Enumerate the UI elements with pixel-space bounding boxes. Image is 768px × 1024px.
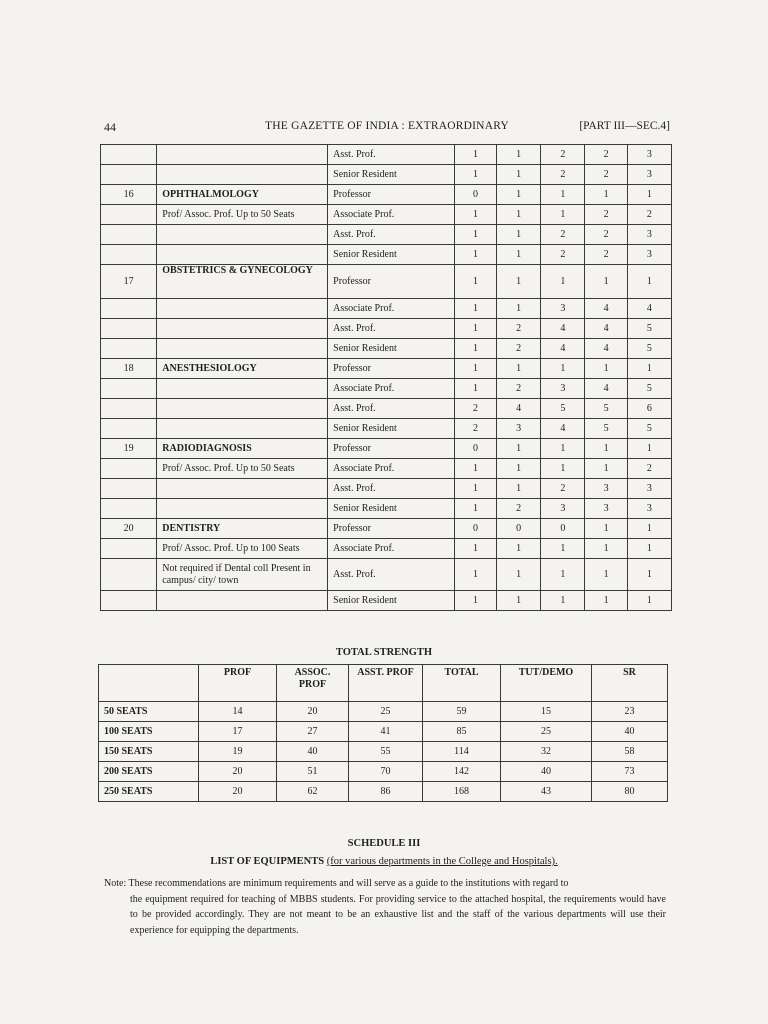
post-cell: Senior Resident	[328, 165, 455, 185]
column-header: ASST. PROF	[349, 665, 423, 702]
value-cell: 40	[501, 762, 592, 782]
value-cell: 4	[541, 339, 585, 359]
table-row	[101, 145, 672, 165]
remark-cell	[157, 419, 328, 439]
serial-number-cell	[101, 419, 157, 439]
value-cell: 1	[454, 499, 496, 519]
value-cell: 2	[541, 225, 585, 245]
post-cell: Senior Resident	[328, 591, 455, 611]
serial-number-cell: 17	[101, 265, 157, 299]
value-cell: 1	[585, 185, 627, 205]
value-cell: 17	[199, 722, 277, 742]
total-strength-title: TOTAL STRENGTH	[335, 647, 433, 658]
value-cell: 1	[454, 559, 496, 591]
value-cell: 2	[497, 379, 541, 399]
department-cell: DENTISTRY	[157, 519, 328, 539]
remark-cell	[157, 299, 328, 319]
value-cell: 2	[497, 499, 541, 519]
post-cell: Professor	[328, 359, 455, 379]
value-cell: 3	[627, 145, 671, 165]
post-cell: Asst. Prof.	[328, 145, 455, 165]
value-cell: 1	[585, 359, 627, 379]
value-cell: 15	[501, 702, 592, 722]
serial-number-cell	[101, 225, 157, 245]
post-cell: Asst. Prof.	[328, 225, 455, 245]
value-cell: 20	[199, 762, 277, 782]
value-cell: 73	[592, 762, 668, 782]
serial-number-cell	[101, 591, 157, 611]
value-cell: 85	[423, 722, 501, 742]
value-cell: 25	[349, 702, 423, 722]
value-cell: 40	[592, 722, 668, 742]
value-cell: 1	[541, 539, 585, 559]
serial-number-cell	[101, 339, 157, 359]
table-row	[101, 519, 672, 539]
value-cell: 23	[592, 702, 668, 722]
post-cell: Senior Resident	[328, 245, 455, 265]
value-cell: 19	[199, 742, 277, 762]
value-cell: 1	[497, 359, 541, 379]
serial-number-cell	[101, 499, 157, 519]
row-label-cell: 50 SEATS	[99, 702, 199, 722]
serial-number-cell	[101, 145, 157, 165]
remark-cell	[157, 245, 328, 265]
value-cell: 3	[497, 419, 541, 439]
post-cell: Associate Prof.	[328, 205, 455, 225]
value-cell: 1	[497, 439, 541, 459]
department-cell: RADIODIAGNOSIS	[157, 439, 328, 459]
table-row	[101, 165, 672, 185]
value-cell: 0	[454, 185, 496, 205]
remark-cell	[157, 499, 328, 519]
post-cell: Senior Resident	[328, 499, 455, 519]
table-row	[99, 782, 668, 802]
value-cell: 4	[585, 379, 627, 399]
serial-number-cell	[101, 399, 157, 419]
table-row	[99, 722, 668, 742]
value-cell: 1	[497, 299, 541, 319]
equipment-list-title: LIST OF EQUIPMENTS	[210, 856, 325, 867]
value-cell: 5	[627, 379, 671, 399]
value-cell: 4	[585, 319, 627, 339]
value-cell: 3	[627, 165, 671, 185]
value-cell: 1	[454, 359, 496, 379]
value-cell: 5	[627, 419, 671, 439]
column-header: SR	[592, 665, 668, 702]
value-cell: 2	[497, 319, 541, 339]
serial-number-cell	[101, 559, 157, 591]
post-cell: Senior Resident	[328, 339, 455, 359]
table-row	[101, 339, 672, 359]
value-cell: 3	[585, 479, 627, 499]
value-cell: 40	[277, 742, 349, 762]
value-cell: 1	[454, 245, 496, 265]
remark-cell: Prof/ Assoc. Prof. Up to 50 Seats	[157, 205, 328, 225]
value-cell: 2	[585, 205, 627, 225]
value-cell: 1	[585, 519, 627, 539]
value-cell: 1	[454, 265, 496, 299]
post-cell: Associate Prof.	[328, 379, 455, 399]
table-row	[101, 299, 672, 319]
value-cell: 0	[454, 439, 496, 459]
total-strength-table	[98, 664, 668, 802]
table-row	[101, 539, 672, 559]
value-cell: 86	[349, 782, 423, 802]
value-cell: 1	[627, 519, 671, 539]
post-cell: Asst. Prof.	[328, 399, 455, 419]
value-cell: 0	[454, 519, 496, 539]
value-cell: 1	[454, 299, 496, 319]
post-cell: Senior Resident	[328, 419, 455, 439]
value-cell: 1	[454, 165, 496, 185]
value-cell: 1	[497, 591, 541, 611]
serial-number-cell: 20	[101, 519, 157, 539]
value-cell: 1	[497, 165, 541, 185]
value-cell: 1	[627, 359, 671, 379]
value-cell: 0	[497, 519, 541, 539]
value-cell: 2	[541, 165, 585, 185]
value-cell: 55	[349, 742, 423, 762]
table-row	[99, 742, 668, 762]
value-cell: 1	[454, 479, 496, 499]
value-cell: 1	[627, 439, 671, 459]
table-row	[101, 591, 672, 611]
schedule-title: SCHEDULE III	[347, 838, 421, 849]
value-cell: 2	[585, 225, 627, 245]
column-header	[99, 665, 199, 702]
value-cell: 80	[592, 782, 668, 802]
value-cell: 1	[497, 145, 541, 165]
gazette-header	[104, 120, 670, 136]
value-cell: 1	[585, 459, 627, 479]
table-row	[101, 559, 672, 591]
column-header: ASSOC. PROF	[277, 665, 349, 702]
gazette-title: THE GAZETTE OF INDIA : EXTRAORDINARY	[265, 120, 509, 132]
value-cell: 4	[585, 299, 627, 319]
value-cell: 3	[627, 225, 671, 245]
value-cell: 6	[627, 399, 671, 419]
value-cell: 1	[454, 319, 496, 339]
value-cell: 1	[541, 359, 585, 379]
value-cell: 32	[501, 742, 592, 762]
remark-cell: Not required if Dental coll Present in campus/ city/ town	[157, 559, 328, 591]
value-cell: 1	[497, 185, 541, 205]
post-cell: Professor	[328, 439, 455, 459]
value-cell: 3	[585, 499, 627, 519]
remark-cell	[157, 399, 328, 419]
value-cell: 2	[585, 245, 627, 265]
value-cell: 1	[627, 265, 671, 299]
value-cell: 1	[541, 559, 585, 591]
value-cell: 1	[497, 205, 541, 225]
row-label-cell: 100 SEATS	[99, 722, 199, 742]
value-cell: 1	[454, 591, 496, 611]
remark-cell	[157, 379, 328, 399]
value-cell: 1	[497, 265, 541, 299]
page-number: 44	[104, 120, 116, 134]
value-cell: 1	[541, 185, 585, 205]
schedule-note	[104, 876, 666, 938]
value-cell: 3	[627, 499, 671, 519]
value-cell: 4	[497, 399, 541, 419]
table-row	[101, 439, 672, 459]
value-cell: 1	[541, 439, 585, 459]
value-cell: 2	[541, 245, 585, 265]
value-cell: 20	[199, 782, 277, 802]
serial-number-cell	[101, 319, 157, 339]
table-row	[101, 185, 672, 205]
remark-cell: Prof/ Assoc. Prof. Up to 100 Seats	[157, 539, 328, 559]
table-row	[101, 399, 672, 419]
remark-cell	[157, 165, 328, 185]
value-cell: 14	[199, 702, 277, 722]
value-cell: 4	[627, 299, 671, 319]
table-row	[101, 245, 672, 265]
value-cell: 1	[497, 245, 541, 265]
staff-requirement-table	[100, 144, 672, 611]
value-cell: 5	[541, 399, 585, 419]
post-cell: Asst. Prof.	[328, 559, 455, 591]
value-cell: 25	[501, 722, 592, 742]
remark-cell	[157, 145, 328, 165]
table-row	[101, 225, 672, 245]
value-cell: 1	[497, 459, 541, 479]
value-cell: 2	[497, 339, 541, 359]
row-label-cell: 200 SEATS	[99, 762, 199, 782]
value-cell: 58	[592, 742, 668, 762]
post-cell: Professor	[328, 185, 455, 205]
value-cell: 4	[541, 319, 585, 339]
row-label-cell: 250 SEATS	[99, 782, 199, 802]
department-cell: OPHTHALMOLOGY	[157, 185, 328, 205]
value-cell: 1	[585, 539, 627, 559]
value-cell: 4	[541, 419, 585, 439]
serial-number-cell: 16	[101, 185, 157, 205]
value-cell: 1	[497, 559, 541, 591]
remark-cell: Prof/ Assoc. Prof. Up to 50 Seats	[157, 459, 328, 479]
remark-cell	[157, 225, 328, 245]
post-cell: Associate Prof.	[328, 299, 455, 319]
value-cell: 2	[454, 399, 496, 419]
value-cell: 5	[585, 399, 627, 419]
value-cell: 2	[585, 145, 627, 165]
remark-cell	[157, 479, 328, 499]
value-cell: 1	[454, 225, 496, 245]
table-row	[101, 459, 672, 479]
serial-number-cell	[101, 379, 157, 399]
value-cell: 2	[627, 205, 671, 225]
value-cell: 3	[541, 299, 585, 319]
column-header: PROF	[199, 665, 277, 702]
serial-number-cell	[101, 299, 157, 319]
note-rest: the equipment required for teaching of MBBS students. For providing service to the attached hospital, the requirements would have to be provided accordingly. They are not meant to be an exhaustive list and the staff of the various departments will use their experience for equipping the departments.	[130, 893, 666, 936]
value-cell: 1	[585, 265, 627, 299]
value-cell: 4	[585, 339, 627, 359]
value-cell: 1	[541, 459, 585, 479]
serial-number-cell	[101, 245, 157, 265]
post-cell: Associate Prof.	[328, 459, 455, 479]
value-cell: 1	[497, 225, 541, 245]
value-cell: 1	[454, 205, 496, 225]
value-cell: 1	[497, 479, 541, 499]
value-cell: 3	[627, 245, 671, 265]
post-cell: Professor	[328, 519, 455, 539]
value-cell: 41	[349, 722, 423, 742]
value-cell: 1	[497, 539, 541, 559]
serial-number-cell	[101, 479, 157, 499]
value-cell: 70	[349, 762, 423, 782]
table-row	[101, 265, 672, 299]
value-cell: 1	[541, 205, 585, 225]
post-cell: Asst. Prof.	[328, 479, 455, 499]
value-cell: 5	[585, 419, 627, 439]
table-row	[99, 762, 668, 782]
column-header: TUT/DEMO	[501, 665, 592, 702]
table-row	[101, 205, 672, 225]
value-cell: 1	[454, 379, 496, 399]
table-row	[99, 702, 668, 722]
department-cell: OBSTETRICS & GYNECOLOGY	[157, 265, 328, 299]
post-cell: Associate Prof.	[328, 539, 455, 559]
value-cell: 1	[454, 539, 496, 559]
value-cell: 20	[277, 702, 349, 722]
serial-number-cell	[101, 539, 157, 559]
serial-number-cell: 18	[101, 359, 157, 379]
value-cell: 1	[585, 439, 627, 459]
value-cell: 5	[627, 319, 671, 339]
value-cell: 168	[423, 782, 501, 802]
value-cell: 1	[627, 559, 671, 591]
value-cell: 0	[541, 519, 585, 539]
table-row	[101, 379, 672, 399]
department-cell: ANESTHESIOLOGY	[157, 359, 328, 379]
value-cell: 1	[627, 591, 671, 611]
column-header: TOTAL	[423, 665, 501, 702]
value-cell: 1	[541, 265, 585, 299]
value-cell: 27	[277, 722, 349, 742]
row-label-cell: 150 SEATS	[99, 742, 199, 762]
remark-cell	[157, 339, 328, 359]
remark-cell	[157, 591, 328, 611]
table-row	[101, 499, 672, 519]
serial-number-cell: 19	[101, 439, 157, 459]
value-cell: 1	[454, 145, 496, 165]
table-row	[101, 359, 672, 379]
value-cell: 2	[627, 459, 671, 479]
value-cell: 114	[423, 742, 501, 762]
value-cell: 3	[541, 379, 585, 399]
serial-number-cell	[101, 205, 157, 225]
value-cell: 43	[501, 782, 592, 802]
table-row	[101, 419, 672, 439]
value-cell: 1	[454, 459, 496, 479]
post-cell: Professor	[328, 265, 455, 299]
value-cell: 2	[585, 165, 627, 185]
value-cell: 2	[541, 145, 585, 165]
value-cell: 1	[627, 539, 671, 559]
part-section: [PART III—SEC.4]	[579, 120, 670, 132]
serial-number-cell	[101, 165, 157, 185]
value-cell: 2	[541, 479, 585, 499]
serial-number-cell	[101, 459, 157, 479]
post-cell: Asst. Prof.	[328, 319, 455, 339]
value-cell: 59	[423, 702, 501, 722]
value-cell: 1	[454, 339, 496, 359]
note-first-line: Note: These recommendations are minimum requirements and will serve as a guide to the institutions with regard to	[104, 878, 569, 889]
value-cell: 5	[627, 339, 671, 359]
value-cell: 1	[585, 559, 627, 591]
remark-cell	[157, 319, 328, 339]
table-row	[101, 479, 672, 499]
value-cell: 62	[277, 782, 349, 802]
value-cell: 1	[541, 591, 585, 611]
table-row	[101, 319, 672, 339]
value-cell: 142	[423, 762, 501, 782]
value-cell: 3	[627, 479, 671, 499]
value-cell: 51	[277, 762, 349, 782]
value-cell: 3	[541, 499, 585, 519]
equipment-list-heading	[0, 856, 768, 867]
value-cell: 2	[454, 419, 496, 439]
equipment-list-subtitle: (for various departments in the College and Hospitals).	[326, 856, 558, 867]
value-cell: 1	[627, 185, 671, 205]
value-cell: 1	[585, 591, 627, 611]
